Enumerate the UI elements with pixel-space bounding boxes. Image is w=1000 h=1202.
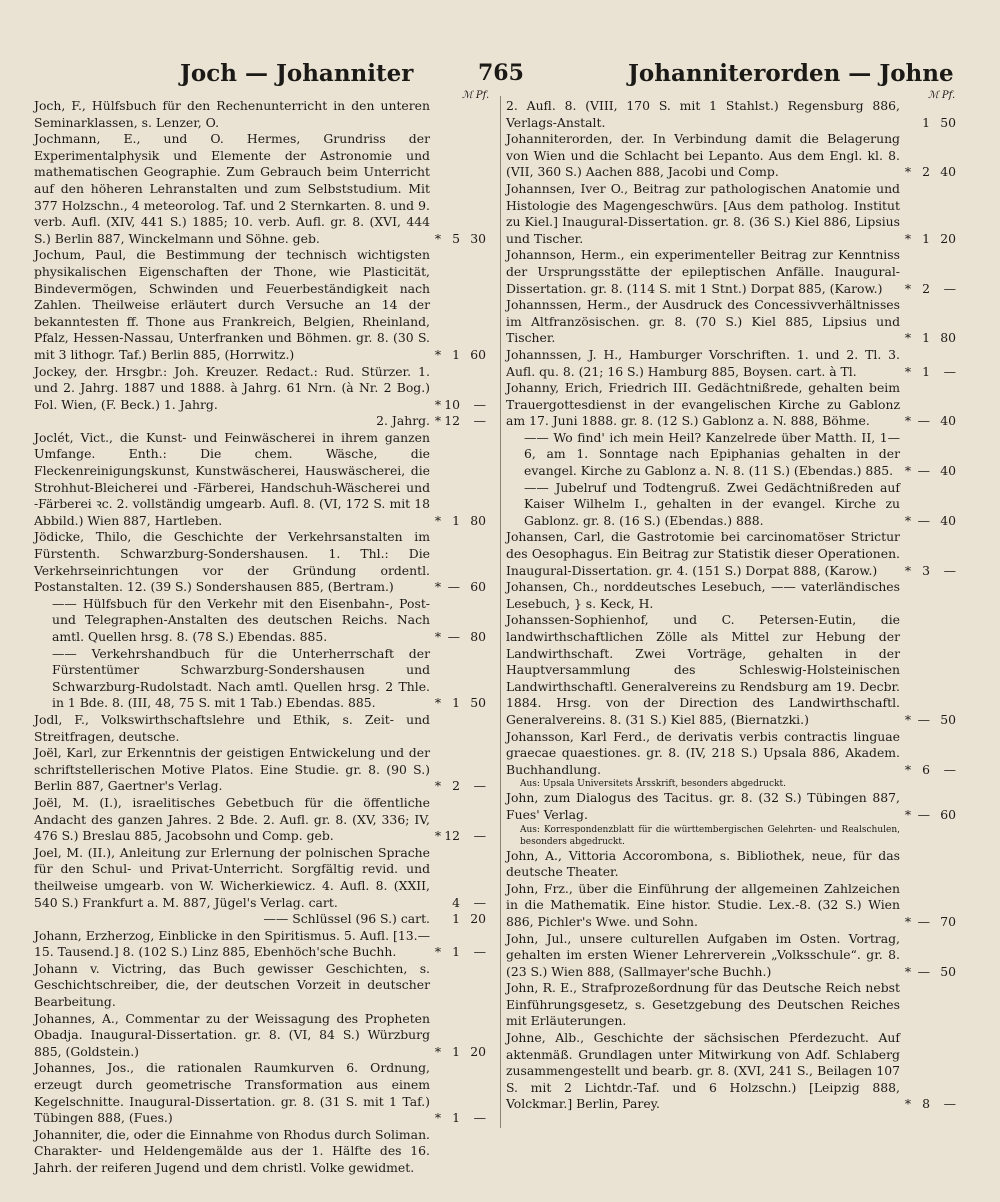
entry-price xyxy=(432,828,496,845)
catalog-entry xyxy=(506,98,966,131)
price-pfennig: 40 xyxy=(940,512,956,528)
price-mark: — xyxy=(917,963,930,979)
entry-text: Johannsen, Iver O., Beitrag zur pathologischen Anatomie und Histologie des Magengeschwürs. [Aus dem patholog. Institut zu Kiel.] Inaugural-Dissertation. gr. 8. (36 S.) Kiel 886, Lipsius und Tischer. xyxy=(506,180,900,246)
price-star: * xyxy=(904,562,912,578)
price-mark: 1 xyxy=(922,114,930,130)
price-mark: 10 xyxy=(444,396,460,412)
entry-text: Jockey, der. Hrsgbr.: Joh. Kreuzer. Redact.: Rud. Stürzer. 1. und 2. Jahrg. 1887 und 1888. à Jahrg. 61 Nrn. (à Nr. 2 Bog.) Fol. Wien, (F. Beck.) 1. Jahrg. xyxy=(34,363,430,412)
catalog-entry xyxy=(506,131,966,181)
price-star: * xyxy=(904,1096,912,1112)
price-star: * xyxy=(904,363,912,379)
price-mark: 1 xyxy=(922,330,930,346)
price-star: * xyxy=(904,280,912,296)
price-pfennig: 70 xyxy=(940,913,956,929)
price-pfennig: 40 xyxy=(940,164,956,180)
entry-price xyxy=(902,864,966,881)
entry-text: Johann v. Victring, das Buch gewisser Geschichten, s. Geschichtschreiber, die, der deutschen Vorzeit in deutscher Bearbeitung. xyxy=(34,960,430,1010)
price-star: * xyxy=(904,330,912,346)
entry-price xyxy=(902,712,966,729)
currency-header-right: ℳ Pf. xyxy=(928,90,956,101)
price-pfennig: 60 xyxy=(470,346,486,362)
currency-header-left: ℳ Pf. xyxy=(462,90,490,101)
header-right-title: Johanniterorden — Johne xyxy=(628,60,954,87)
header-left-title: Joch — Johanniter xyxy=(180,60,414,87)
price-star: * xyxy=(434,828,442,844)
catalog-entry xyxy=(34,131,496,247)
entry-text: Jödicke, Thilo, die Geschichte der Verkehrsanstalten im Fürstenth. Schwarzburg-Sondershausen. 1. Thl.: Die Verkehrseinrichtungen vor der Gründung ordentl. Postanstalten. 12. (39 S.) Sondershausen 885, (Bertram.) xyxy=(34,529,430,595)
entry-sub-price xyxy=(432,413,496,430)
price-pfennig: 40 xyxy=(940,413,956,429)
entry-price xyxy=(902,364,966,381)
entry-text: —— Jubelruf und Todtengruß. Zwei Gedächtnißreden auf Kaiser Wilhelm I., gehalten in der evangel. Kirche zu Gablonz. gr. 8. (16 S.) (Ebendas.) 888. xyxy=(524,479,900,528)
price-mark: 1 xyxy=(922,230,930,246)
price-star: * xyxy=(434,396,442,412)
price-pfennig: — xyxy=(943,363,956,379)
price-mark: 5 xyxy=(452,230,460,246)
entry-sub-line: —— Schlüssel (96 S.) cart. xyxy=(263,911,430,927)
entry-price xyxy=(432,397,496,414)
price-pfennig: — xyxy=(473,828,486,844)
price-star: * xyxy=(904,164,912,180)
price-pfennig: 50 xyxy=(940,114,956,130)
price-mark: — xyxy=(917,512,930,528)
catalog-entry xyxy=(506,1030,966,1113)
entry-price xyxy=(432,115,496,132)
entry-text: Joël, M. (I.), israelitisches Gebetbuch für die öffentliche Andacht des ganzen Jahres. 2 Bde. 2. Aufl. gr. 8. (XV, 336; IV, 476 S.) Breslau 885, Jacobsohn und Comp. geb. xyxy=(34,794,430,844)
catalog-entry xyxy=(506,931,966,981)
price-star: * xyxy=(904,913,912,929)
price-pfennig: — xyxy=(943,562,956,578)
price-star: * xyxy=(904,806,912,822)
entry-price xyxy=(432,729,496,746)
price-pfennig: — xyxy=(943,761,956,777)
catalog-entry xyxy=(506,480,966,530)
price-star: * xyxy=(904,230,912,246)
price-mark: — xyxy=(917,413,930,429)
entry-price xyxy=(902,807,966,824)
page-header xyxy=(0,52,1000,92)
catalog-entry xyxy=(506,579,966,612)
catalog-entry xyxy=(506,380,966,430)
entry-text: John, Jul., unsere culturellen Aufgaben im Osten. Vortrag, gehalten im ersten Wiener Lehrerverein „Volksschule“. gr. 8. (23 S.) Wien 888, (Sallmayer'sche Buchh.) xyxy=(506,930,900,979)
catalog-entry xyxy=(34,928,496,961)
left-column xyxy=(34,98,496,1177)
entry-note: Aus: Korrespondenzblatt für die württembergischen Gelehrten- und Realschulen, besonders abgedruckt. xyxy=(520,824,900,847)
catalog-entry xyxy=(34,745,496,795)
catalog-entry xyxy=(506,729,966,791)
price-pfennig: 60 xyxy=(940,806,956,822)
entry-price xyxy=(902,563,966,580)
entry-price xyxy=(432,778,496,795)
catalog-entry xyxy=(34,961,496,1011)
entry-price xyxy=(902,762,966,779)
entry-text: John, zum Dialogus des Tacitus. gr. 8. (32 S.) Tübingen 887, Fues' Verlag. xyxy=(506,790,900,822)
catalog-entry xyxy=(506,430,966,480)
catalog-entry xyxy=(34,430,496,530)
catalog-entry xyxy=(34,1127,496,1177)
entry-text: Joch, F., Hülfsbuch für den Rechenunterricht in den unteren Seminarklassen, s. Lenzer, O. xyxy=(34,98,430,130)
entry-price xyxy=(902,281,966,298)
entry-price xyxy=(432,994,496,1011)
entry-text: Jochmann, E., und O. Hermes, Grundriss der Experimentalphysik und Elemente der Astronomie und mathematischen Geographie. Zum Gebrauch beim Unterricht auf den höheren Lehranstalten und zum Selbststudium. Mit 377 Holzschn., 4 meteorolog. Taf. und 2 Sternkarten. 8. und 9. verb. Aufl. (XIV, 441 S.) 1885; 10. verb. Aufl. gr. 8. (XVI, 444 S.) Berlin 887, Winckelmann und Söhne. geb. xyxy=(34,131,430,246)
price-star: * xyxy=(434,695,442,711)
catalog-entry xyxy=(34,712,496,745)
price-star: * xyxy=(434,778,442,794)
entry-price xyxy=(432,579,496,596)
entry-text: Johansson, Karl Ferd., de derivatis verbis contractis linguae graecae quaestiones. gr. 8. (IV, 218 S.) Upsala 886, Akadem. Buchhandlung. xyxy=(506,728,900,777)
right-column xyxy=(506,98,966,1113)
price-pfennig: 50 xyxy=(940,711,956,727)
price-star: * xyxy=(434,1110,442,1126)
entry-text: Johannssen, J. H., Hamburger Vorschriften. 1. und 2. Tl. 3. Aufl. qu. 8. (21; 16 S.) Hamburg 885, Boysen. cart. à Tl. xyxy=(506,346,900,379)
entry-price xyxy=(902,115,966,132)
price-pfennig: — xyxy=(473,778,486,794)
catalog-entry xyxy=(34,1011,496,1061)
entry-price xyxy=(902,463,966,480)
price-pfennig: 40 xyxy=(940,463,956,479)
entry-text: Johansen, Ch., norddeutsches Lesebuch, —— vaterländisches Lesebuch, } s. Keck, H. xyxy=(506,579,900,611)
catalog-entry xyxy=(506,612,966,728)
catalog-entry xyxy=(506,980,966,1030)
entry-note: Aus: Upsala Universitets Årsskrift, besonders abgedruckt. xyxy=(520,779,786,790)
catalog-entry xyxy=(506,297,966,347)
catalog-entry xyxy=(34,795,496,845)
entry-price xyxy=(432,944,496,961)
entry-price xyxy=(902,596,966,613)
catalog-entry xyxy=(506,347,966,380)
price-star: * xyxy=(434,346,442,362)
entry-text: Johanny, Erich, Friedrich III. Gedächtnißrede, gehalten beim Trauergottesdienst in der evangelischen Kirche zu Gablonz am 17. Juni 1888. gr. 8. (12 S.) Gablonz a. N. 888, Böhme. xyxy=(506,380,900,429)
price-pfennig: 80 xyxy=(470,512,486,528)
entry-text: Johann, Erzherzog, Einblicke in den Spiritismus. 5. Aufl. [13.—15. Tausend.] 8. (102 S.) Linz 885, Ebenhöch'sche Buchh. xyxy=(34,927,430,960)
page-number: 765 xyxy=(478,60,524,86)
entry-price xyxy=(902,914,966,931)
entry-price xyxy=(902,1013,966,1030)
price-pfennig: 30 xyxy=(470,230,486,246)
entry-text: Johne, Alb., Geschichte der sächsischen Pferdezucht. Auf aktenmäß. Grundlagen unter Mitwirkung von Adf. Schlaberg zusammengestellt und bearb. gr. 8. (XVI, 241 S., Beilagen 107 S. mit 2 Lichtdr.-Taf. und 6 Holzschn.) [Leipzig 888, Volckmar.] Berlin, Parey. xyxy=(506,1030,900,1112)
catalog-entry xyxy=(34,364,496,430)
entry-price xyxy=(902,413,966,430)
price-pfennig: — xyxy=(473,413,486,429)
price-mark: 1 xyxy=(922,363,930,379)
catalog-entry xyxy=(34,529,496,595)
price-mark: 1 xyxy=(452,1043,460,1059)
price-star: * xyxy=(904,413,912,429)
price-mark: 1 xyxy=(452,944,460,960)
catalog-entry xyxy=(34,247,496,363)
entry-price xyxy=(902,231,966,248)
entry-price xyxy=(902,513,966,530)
catalog-entry xyxy=(34,596,496,646)
column-divider xyxy=(500,96,501,1128)
entry-price xyxy=(432,513,496,530)
price-pfennig: — xyxy=(473,944,486,960)
price-star: * xyxy=(904,711,912,727)
price-mark: 2 xyxy=(452,778,460,794)
price-pfennig: — xyxy=(473,894,486,910)
price-mark: — xyxy=(447,629,460,644)
price-star: * xyxy=(434,230,442,246)
price-pfennig: 80 xyxy=(940,330,956,346)
entry-text: Joël, Karl, zur Erkenntnis der geistigen Entwickelung und der schriftstellerischen Motive Platos. Eine Studie. gr. 8. (90 S.) Berlin 887, Gaertner's Verlag. xyxy=(34,745,430,794)
price-mark: — xyxy=(917,463,930,479)
price-mark: 2 xyxy=(922,280,930,296)
catalog-entry xyxy=(506,881,966,931)
price-mark: — xyxy=(917,913,930,929)
price-mark: 4 xyxy=(452,894,460,910)
entry-text: Johannes, Jos., die rationalen Raumkurven 6. Ordnung, erzeugt durch geometrische Transformation aus einem Kegelschnitte. Inaugural-Dissertation. gr. 8. (31 S. mit 1 Taf.) Tübingen 888, (Fues.) xyxy=(34,1060,430,1126)
catalog-entry xyxy=(506,790,966,847)
entry-text: Johanssen-Sophienhof, und C. Petersen-Eutin, die landwirthschaftlichen Zölle als Mittel zur Hebung der Landwirthschaft. Zwei Vorträge, gehalten in der Hauptversammlung des Schleswig-Holsteinischen Landwirthschaftl. Generalvereins zu Rendsburg am 19. Decbr. 1884. Hrsg. von der Direction des Landwirthschaftl. Generalvereins. 8. (31 S.) Kiel 885, (Biernatzki.) xyxy=(506,612,900,727)
entry-text: John, Frz., über die Einführung der allgemeinen Zahlzeichen in die Mathematik. Eine histor. Studie. Lex.-8. (32 S.) Wien 886, Pichler's Wwe. und Sohn. xyxy=(506,880,900,929)
price-pfennig: 50 xyxy=(940,963,956,979)
price-star: * xyxy=(434,413,442,429)
entry-price xyxy=(432,1110,496,1127)
entry-price xyxy=(902,164,966,181)
entry-price xyxy=(432,231,496,248)
price-mark: 8 xyxy=(922,1096,930,1112)
entry-text: —— Hülfsbuch für den Verkehr mit den Eisenbahn-, Post- und Telegraphen-Anstalten des deutschen Reichs. Nach amtl. Quellen hrsg. 8. (78 S.) Ebendas. 885. xyxy=(52,595,430,644)
price-pfennig: — xyxy=(943,1096,956,1112)
entry-text: John, A., Vittoria Accorombona, s. Bibliothek, neue, für das deutsche Theater. xyxy=(506,847,900,880)
entry-price xyxy=(432,1044,496,1061)
entry-price xyxy=(902,330,966,347)
entry-price xyxy=(432,695,496,712)
price-mark: 1 xyxy=(452,1110,460,1126)
entry-text: Joclét, Vict., die Kunst- und Feinwäscherei in ihrem ganzen Umfange. Enth.: Die chem. Wäsche, die Fleckenreinigungskunst, Kunstwäscherei, Hauswäscherei, die Strohhut-Bleicherei und -Färberei, Handschuh-Wäscherei und -Färberei ꝛc. 2. vollständig umgearb. Aufl. 8. (VI, 172 S. mit 18 Abbild.) Wien 887, Hartleben. xyxy=(34,429,430,528)
price-star: * xyxy=(904,761,912,777)
entry-text: Johanniter, die, oder die Einnahme von Rhodus durch Soliman. Charakter- und Heldengemälde aus der 1. Hälfte des 16. Jahrh. der reiferen Jugend und dem christl. Volke gewidmet. xyxy=(34,1126,430,1175)
price-pfennig: 20 xyxy=(470,911,486,927)
price-pfennig: 20 xyxy=(940,230,956,246)
price-star: * xyxy=(904,512,912,528)
entry-text: Johannssen, Herm., der Ausdruck des Concessivverhältnisses im Altfranzösischen. gr. 8. (70 S.) Kiel 885, Lipsius und Tischer. xyxy=(506,297,900,346)
catalog-entry xyxy=(34,1060,496,1126)
price-star: * xyxy=(434,629,442,644)
price-star: * xyxy=(434,1043,442,1059)
price-mark: 6 xyxy=(922,761,930,777)
entry-price xyxy=(902,964,966,981)
catalog-entry xyxy=(506,181,966,247)
entry-text: Jodl, F., Volkswirthschaftslehre und Ethik, s. Zeit- und Streitfragen, deutsche. xyxy=(34,711,430,744)
price-mark: — xyxy=(447,579,460,595)
entry-price xyxy=(902,1096,966,1113)
price-star: * xyxy=(904,963,912,979)
price-mark: 3 xyxy=(922,562,930,578)
catalog-entry xyxy=(34,646,496,712)
price-pfennig: — xyxy=(943,280,956,296)
entry-sub-price xyxy=(432,911,496,928)
price-mark: 12 xyxy=(444,413,460,429)
price-mark: — xyxy=(917,806,930,822)
entry-text: —— Verkehrshandbuch für die Unterherrschaft der Fürstentümer Schwarzburg-Sondershausen und Schwarzburg-Rudolstadt. Nach amtl. Quellen hrsg. 2 Thle. in 1 Bde. 8. (III, 48, 75 S. mit 1 Tab.) Ebendas. 885. xyxy=(52,645,430,711)
price-mark: 1 xyxy=(452,695,460,711)
entry-text: Jochum, Paul, die Bestimmung der technisch wichtigsten physikalischen Eigenschaften der Thone, wie Plasticität, Bindevermögen, Schwinden und Feuerbeständigkeit nach Zahlen. Theilweise erläutert durch Versuche an 14 der bekanntesten ff. Thone aus Frankreich, Belgien, Rheinland, Pfalz, Hessen-Nassau, Unterfranken und Böhmen. gr. 8. (30 S. mit 3 lithogr. Taf.) Berlin 885, (Horrwitz.) xyxy=(34,247,430,362)
price-mark: — xyxy=(917,711,930,727)
price-star: * xyxy=(434,512,442,528)
entry-text: Johanniterorden, der. In Verbindung damit die Belagerung von Wien und die Schlacht bei Lepanto. Aus dem Engl. kl. 8. (VII, 360 S.) Aachen 888, Jacobi und Comp. xyxy=(506,131,900,180)
catalog-entry xyxy=(34,98,496,131)
price-pfennig: 50 xyxy=(470,695,486,711)
entry-text: John, R. E., Strafprozeßordnung für das Deutsche Reich nebst Einführungsgesetz, s. Gesetzgebung des Deutschen Reiches mit Erläuterungen. xyxy=(506,980,900,1029)
entry-text: Johansen, Carl, die Gastrotomie bei carcinomatöser Strictur des Oesophagus. Ein Beitrag zur Statistik dieser Operationen. Inaugural-Dissertation. gr. 4. (151 S.) Dorpat 888, (Karow.) xyxy=(506,529,900,578)
entry-price xyxy=(432,347,496,364)
price-mark: 1 xyxy=(452,512,460,528)
entry-text: 2. Aufl. 8. (VIII, 170 S. mit 1 Stahlst.) Regensburg 886, Verlags-Anstalt. xyxy=(506,98,900,130)
price-mark: 2 xyxy=(922,164,930,180)
price-star: * xyxy=(434,944,442,960)
entry-text: —— Wo find' ich mein Heil? Kanzelrede über Matth. II, 1—6, am 1. Sonntage nach Epiphanias gehalten in der evangel. Kirche zu Gablonz a. N. 8. (11 S.) (Ebendas.) 885. xyxy=(524,429,900,479)
price-mark: 1 xyxy=(452,911,460,927)
entry-text: Johannes, A., Commentar zu der Weissagung des Propheten Obadja. Inaugural-Dissertation. gr. 8. (VI, 84 S.) Würzburg 885, (Goldstein.) xyxy=(34,1010,430,1059)
price-pfennig: 60 xyxy=(470,579,486,595)
price-star: * xyxy=(904,463,912,479)
price-mark: 1 xyxy=(452,346,460,362)
entry-price xyxy=(432,629,496,646)
catalog-entry xyxy=(506,247,966,297)
price-pfennig: 80 xyxy=(470,629,486,644)
entry-sub-line: 2. Jahrg. xyxy=(376,413,430,429)
price-star: * xyxy=(434,579,442,595)
catalog-entry xyxy=(506,529,966,579)
entry-price xyxy=(432,895,496,912)
price-mark: 12 xyxy=(444,828,460,844)
catalog-entry xyxy=(506,848,966,881)
catalog-entry xyxy=(34,845,496,928)
price-pfennig: — xyxy=(473,1110,486,1126)
entry-text: Johannson, Herm., ein experimenteller Beitrag zur Kenntniss der Ursprungsstätte der epileptischen Anfälle. Inaugural-Dissertation. gr. 8. (114 S. mit 1 Stnt.) Dorpat 885, (Karow.) xyxy=(506,247,900,296)
entry-text: Joel, M. (II.), Anleitung zur Erlernung der polnischen Sprache für den Schul- und Privat-Unterricht. Sorgfältig revid. und theilweise umgearb. von W. Wicherkiewicz. 4. Aufl. 8. (XXII, 540 S.) Frankfurt a. M. 887, Jügel's Verlag. cart. xyxy=(34,844,430,910)
price-pfennig: 20 xyxy=(470,1043,486,1059)
price-pfennig: — xyxy=(473,396,486,412)
entry-price xyxy=(432,1160,496,1177)
